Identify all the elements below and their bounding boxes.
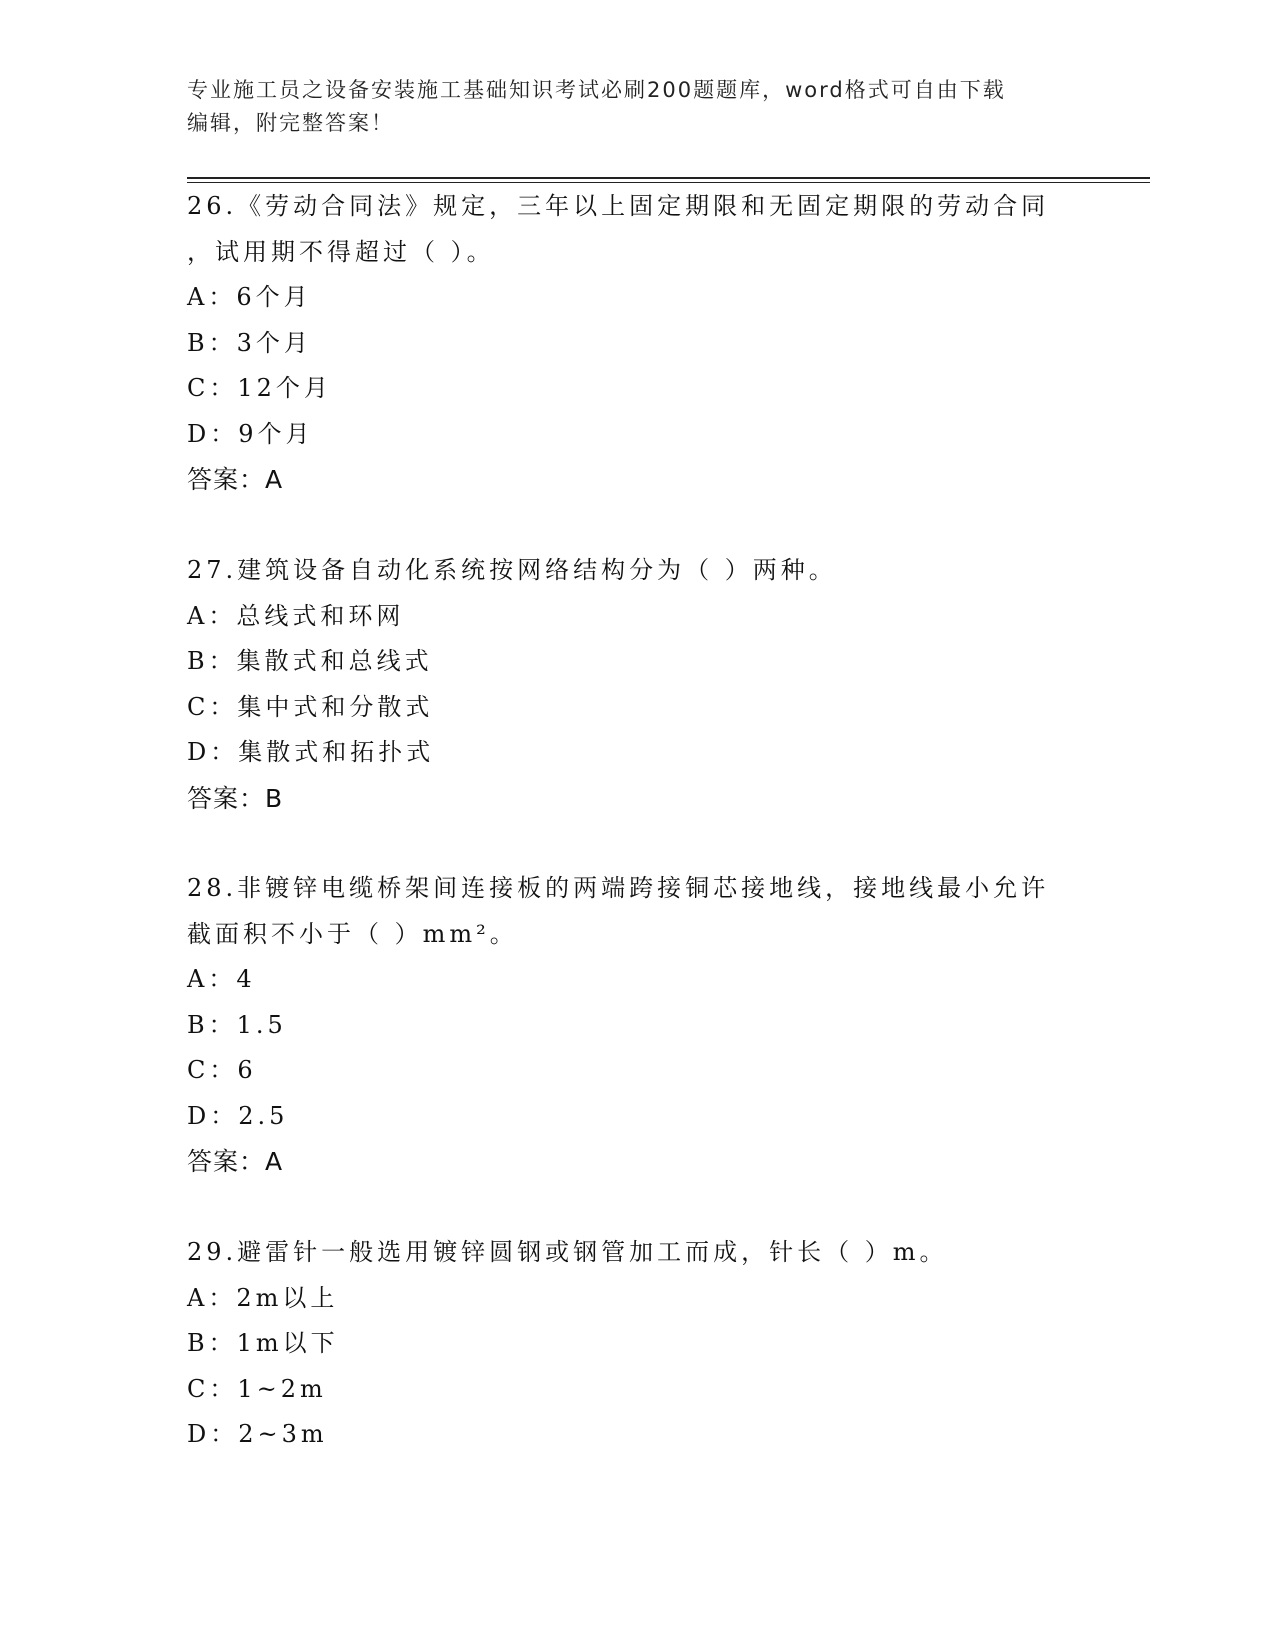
option-b: B：1m以下 <box>187 1329 339 1357</box>
answer: 答案：B <box>187 783 284 813</box>
question-stem: 28.非镀锌电缆桥架间连接板的两端跨接铜芯接地线，接地线最小允许 <box>187 874 1050 902</box>
option-a: A：4 <box>187 965 256 993</box>
option-d: D：2~3m <box>187 1420 328 1448</box>
answer: 答案：A <box>187 465 284 494</box>
option-a: A：总线式和环网 <box>187 601 405 630</box>
header-divider-thin <box>187 182 1150 183</box>
option-c: C：12个月 <box>187 374 332 402</box>
option-c: C：1~2m <box>187 1374 327 1403</box>
header-line-1: 专业施工员之设备安装施工基础知识考试必刷200题题库，word格式可自由下载 <box>187 78 1006 102</box>
option-b: B：集散式和总线式 <box>187 647 433 675</box>
option-c: C：集中式和分散式 <box>187 692 434 721</box>
option-a: A：6个月 <box>187 283 312 311</box>
question-stem-continued: ，试用期不得超过（ ）。 <box>187 237 495 266</box>
document-header <box>187 74 1067 140</box>
option-b: B：3个月 <box>187 328 312 357</box>
option-d: D：9个月 <box>187 419 314 448</box>
question-stem: 26.《劳动合同法》规定，三年以上固定期限和无固定期限的劳动合同 <box>187 192 1050 220</box>
option-b: B：1.5 <box>187 1010 287 1039</box>
question-stem: 27.建筑设备自动化系统按网络结构分为（ ）两种。 <box>187 556 837 584</box>
question-stem: 29.避雷针一般选用镀锌圆钢或钢管加工而成，针长（ ）m。 <box>187 1238 948 1266</box>
question-26 <box>187 184 1087 503</box>
option-d: D：集散式和拓扑式 <box>187 738 435 766</box>
question-27 <box>187 548 1087 821</box>
question-28 <box>187 866 1087 1185</box>
option-c: C：6 <box>187 1056 257 1084</box>
option-a: A：2m以上 <box>187 1283 339 1312</box>
header-divider <box>187 177 1150 179</box>
question-stem-continued: 截面积不小于（ ）mm²。 <box>187 919 518 948</box>
question-29 <box>187 1230 1087 1458</box>
header-line-2: 编辑，附完整答案！ <box>187 111 394 135</box>
answer: 答案：A <box>187 1147 284 1176</box>
option-d: D：2.5 <box>187 1101 289 1130</box>
